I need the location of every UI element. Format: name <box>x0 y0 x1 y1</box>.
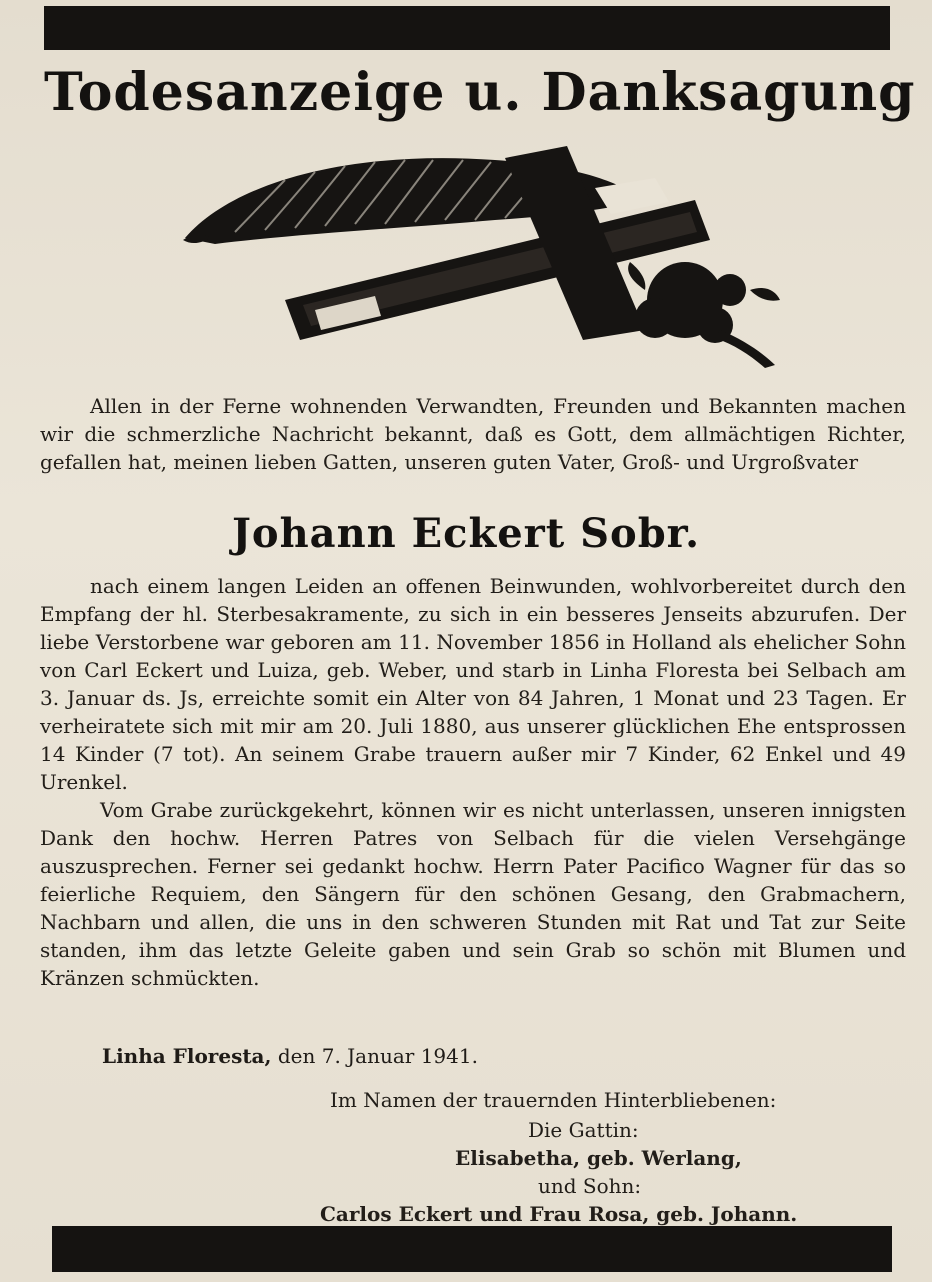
top-black-rule <box>44 6 890 50</box>
intro-text: Allen in der Ferne wohnenden Verwandten, Freunden und Bekannten machen wir die schmerzliche Nachricht bekannt, daß es Gott, dem allmächtigen Richter, gefallen hat, meinen lieben Gatten, unseren guten Vater, Groß- und Urgroßvater <box>40 394 906 474</box>
dateline-place: Linha Floresta, <box>102 1044 272 1068</box>
flower-wreath-icon <box>628 262 780 368</box>
signature-intro: Im Namen der trauernden Hinterbliebenen: <box>330 1088 777 1112</box>
signature-son-label: und Sohn: <box>538 1174 642 1198</box>
intro-paragraph <box>40 392 906 476</box>
main-text <box>40 572 906 992</box>
deceased-name: Johann Eckert Sobr. <box>231 510 701 557</box>
signature-son-name: Carlos Eckert und Frau Rosa, geb. Johann. <box>320 1202 798 1226</box>
bottom-black-rule <box>52 1226 892 1272</box>
headline: Todesanzeige u. Danksagung <box>44 62 916 123</box>
dateline-date: den 7. Januar 1941. <box>277 1044 478 1068</box>
dateline <box>102 1044 478 1068</box>
signature-wife-label: Die Gattin: <box>528 1118 639 1142</box>
cross-palm-wreath-emblem <box>175 140 785 370</box>
thanks-paragraph: Vom Grabe zurückgekehrt, können wir es nicht unterlassen, unseren innigsten Dank den hochw. Herren Patres von Selbach für die vielen Versehgänge auszusprechen. Ferner sei gedankt hochw. Herrn Pater Pacifico Wagner für das so feierliche Requiem, den Sängern für den schönen Gesang, den Grabmachern, Nachbarn und allen, die uns in den schweren Stunden mit Rat und Tat zur Seite standen, ihm das letzte Geleite gaben und sein Grab so schön mit Blumen und Kränzen schmückten. <box>40 798 906 990</box>
signature-wife-name: Elisabetha, geb. Werlang, <box>455 1146 742 1170</box>
obituary-paragraph: nach einem langen Leiden an offenen Beinwunden, wohlvorbereitet durch den Empfang der hl. Sterbesakramente, zu sich in ein besseres Jenseits abzurufen. Der liebe Verstorbene war geboren am 11. November 1856 in Holland als ehelicher Sohn von Carl Eckert und Luiza, geb. Weber, und starb in Linha Floresta bei Selbach am 3. Januar ds. Js, erreichte somit ein Alter von 84 Jahren, 1 Monat und 23 Tagen. Er verheiratete sich mit mir am 20. Juli 1880, aus unserer glücklichen Ehe entsprossen 14 Kinder (7 tot). An seinem Grabe trauern außer mir 7 Kinder, 62 Enkel und 49 Urenkel. <box>40 574 906 794</box>
